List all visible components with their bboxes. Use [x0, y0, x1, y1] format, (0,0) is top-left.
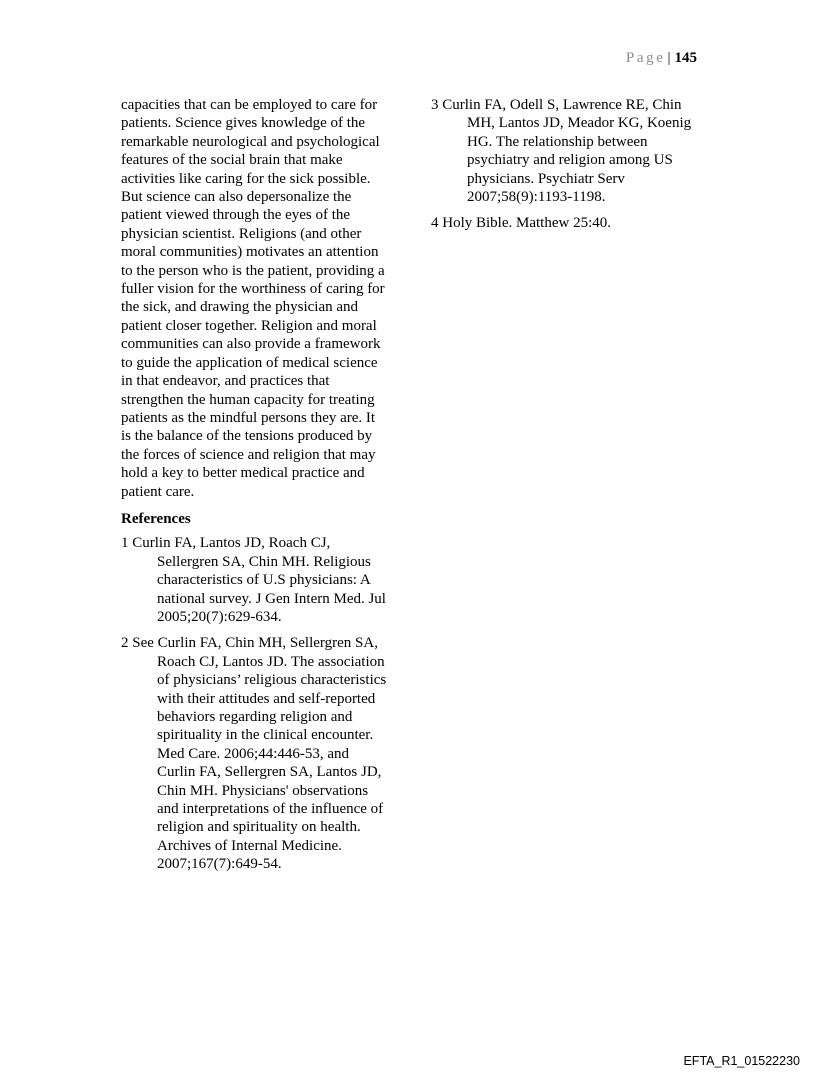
references-heading: References [121, 510, 191, 527]
reference-item-1: 1 Curlin FA, Lantos JD, Roach CJ, Sellergren SA, Chin MH. Religious characteristics of U.S physicians: A national survey. J Gen Intern Med. Jul 2005;20(7):629-634. [121, 535, 386, 625]
reference-item-3: 3 Curlin FA, Odell S, Lawrence RE, Chin MH, Lantos JD, Meador KG, Koenig HG. The relationship between psychiatry and religion among US physicians. Psychiatr Serv 2007;58(9):1193-1198. [431, 97, 692, 206]
document-id: EFTA_R1_01522230 [683, 1054, 800, 1068]
left-column [121, 96, 387, 882]
body-paragraph: capacities that can be employed to care for patients. Science gives knowledge of the remarkable neurological and psychological features of the social brain that make activities like caring for the sick possible. But science can also depersonalize the patient viewed through the eyes of the physician scientist. Religions (and other moral communities) motivates an attention to the person who is the patient, providing a fuller vision for the worthiness of caring for the sick, and drawing the physician and patient closer together. Religion and moral communities can also provide a framework to guide the application of medical science in that endeavor, and practices that strengthen the human capacity for treating patients as the mindful persons they are. It is the balance of the tensions produced by the forces of science and religion that may hold a key to better medical practice and patient care. [121, 97, 385, 500]
reference-item-4: 4 Holy Bible. Matthew 25:40. [431, 215, 611, 232]
right-column [431, 96, 707, 241]
page-label: Page [625, 50, 666, 66]
reference-item-2: 2 See Curlin FA, Chin MH, Sellergren SA, Roach CJ, Lantos JD. The association of physicians’ religious characteristics with their attitudes and self-reported behaviors regarding religion and spirituality in the clinical encounter. Med Care. 2006;44:446-53, and Curlin FA, Sellergren SA, Lantos JD, Chin MH. Physicians' observations and interpretations of the influence of religion and spirituality on health. Archives of Internal Medicine. 2007;167(7):649-54. [121, 635, 387, 873]
page-number: 145 [674, 50, 697, 66]
page-header [626, 49, 697, 67]
page-separator: | [667, 50, 671, 66]
